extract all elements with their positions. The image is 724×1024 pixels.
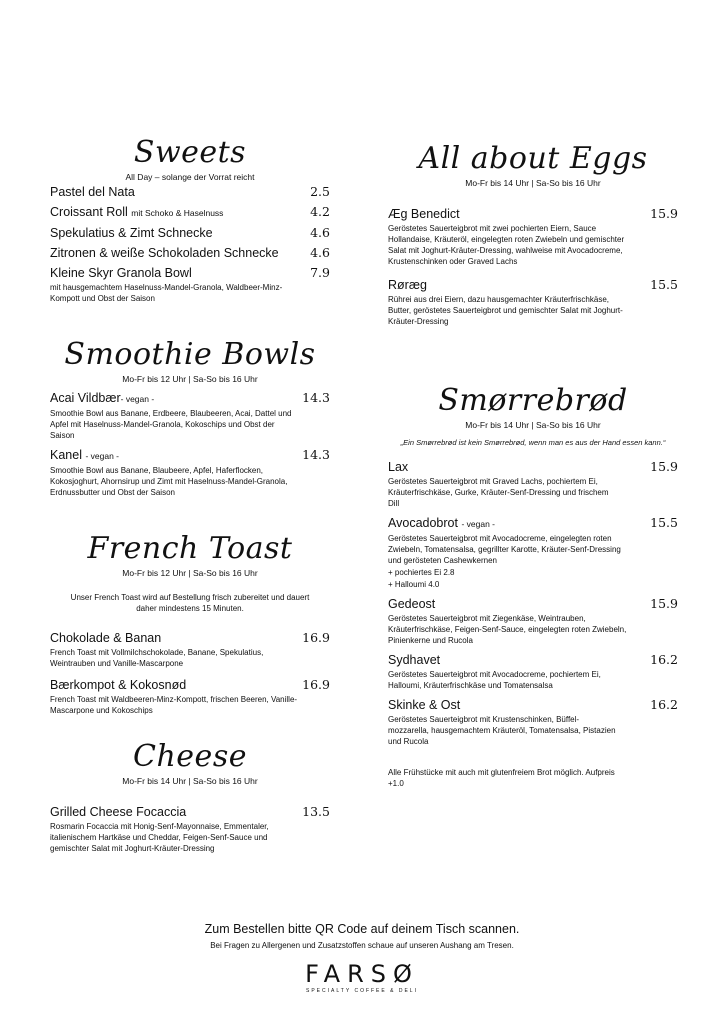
- menu-item: [388, 206, 678, 267]
- menu-item: [50, 225, 330, 241]
- item-name: Grilled Cheese Focaccia: [50, 805, 187, 819]
- item-price: 2.5: [310, 184, 330, 199]
- section-subtitle: Mo-Fr bis 14 Uhr | Sa-So bis 16 Uhr: [465, 420, 601, 430]
- section-smoothie-bowls: [50, 337, 330, 498]
- item-name: Spekulatius & Zimt Schnecke: [50, 226, 213, 240]
- item-description: Geröstetes Sauerteigbrot mit Krustenschinken, Büffel-mozzarella, hausgemachtem Kräuteröl, Tomatensalsa, Pistazien und Rucola: [388, 715, 616, 746]
- item-extra: + pochiertes Ei 2.8: [388, 568, 455, 577]
- logo-wordmark: FARSØ: [305, 960, 419, 988]
- item-name: Sydhavet: [388, 653, 441, 667]
- item-price: 14.3: [302, 390, 330, 405]
- item-price: 4.6: [310, 225, 330, 240]
- item-price: 16.2: [650, 652, 678, 667]
- item-name: Chokolade & Banan: [50, 631, 162, 645]
- item-price: 15.5: [650, 277, 678, 292]
- section-title: Smoothie Bowls: [64, 337, 316, 372]
- section-quote: „Ein Smørrebrød ist kein Smørrebrød, wenn man es aus der Hand essen kann.“: [400, 438, 666, 447]
- section-french-toast: [50, 531, 330, 716]
- menu-item: [50, 184, 330, 200]
- item-name: Lax: [388, 460, 409, 474]
- item-description: Geröstetes Sauerteigbrot mit Avocadocreme, eingelegten roten Zwiebeln, Tomatensalsa, gegrillter Karotte, Kräuter-Senf-Dressing und gerösteten Cashewkernen: [388, 534, 621, 565]
- logo-tagline: SPECIALTY COFFEE & DELI: [306, 988, 418, 994]
- item-description: French Toast mit Vollmilchschokolade, Banane, Spekulatius, Weintrauben und Vanille-Mascarpone: [50, 648, 264, 668]
- section-note: Unser French Toast wird auf Bestellung frisch zubereitet und dauert daher mindestens 15 Minuten.: [70, 593, 310, 613]
- farso-logo: [0, 962, 724, 994]
- item-price: 15.9: [650, 459, 678, 474]
- section-title: Sweets: [133, 135, 247, 170]
- menu-item: [388, 515, 678, 590]
- item-name: Avocadobrot: [388, 516, 458, 530]
- item-description: mit hausgemachtem Haselnuss-Mandel-Granola, Waldbeer-Minz-Kompott und Obst der Saison: [50, 283, 283, 303]
- item-price: 15.9: [650, 206, 678, 221]
- item-price: 14.3: [302, 447, 330, 462]
- menu-item: [50, 265, 330, 304]
- item-price: 16.9: [302, 677, 330, 692]
- section-title: French Toast: [87, 531, 293, 566]
- item-price: 16.9: [302, 630, 330, 645]
- item-description: Rührei aus drei Eiern, dazu hausgemachter Kräuterfrischkäse, Butter, geröstetes Sauerteigbrot und gemischter Salat mit Joghurt-Kräuter-Dressing: [388, 295, 623, 326]
- section-subtitle: Mo-Fr bis 12 Uhr | Sa-So bis 16 Uhr: [122, 568, 258, 578]
- section-title: All about Eggs: [418, 141, 648, 176]
- gluten-free-note: Alle Frühstücke mit auch mit glutenfreiem Brot möglich. Aufpreis +1.0: [388, 768, 615, 788]
- item-description: Geröstetes Sauerteigbrot mit Avocadocreme, pochiertem Ei, Halloumi, Kräuterfrischkäse und Tomatensalsa: [388, 670, 601, 690]
- menu-item: [50, 245, 330, 261]
- item-price: 13.5: [302, 804, 330, 819]
- menu-item: [50, 447, 330, 498]
- item-price: 16.2: [650, 697, 678, 712]
- item-description: Smoothie Bowl aus Banane, Erdbeere, Blaubeeren, Acai, Dattel und Apfel mit Haselnuss-Mandel-Granola, Kokoschips und Obst der Saison: [50, 409, 292, 440]
- allergen-note: Bei Fragen zu Allergenen und Zusatzstoffen schaue auf unseren Aushang am Tresen.: [210, 941, 514, 950]
- menu-item: [388, 459, 678, 509]
- menu-item: [388, 652, 678, 691]
- item-name: Pastel del Nata: [50, 185, 135, 199]
- right-column: [388, 138, 678, 788]
- left-column: [50, 135, 330, 853]
- section-title: Smørrebrød: [438, 383, 628, 418]
- item-name: Gedeost: [388, 597, 436, 611]
- menu-item: [388, 596, 678, 646]
- section-subtitle: Mo-Fr bis 12 Uhr | Sa-So bis 16 Uhr: [122, 374, 258, 384]
- section-subtitle: Mo-Fr bis 14 Uhr | Sa-So bis 16 Uhr: [122, 776, 258, 786]
- item-extra: + Halloumi 4.0: [388, 580, 440, 589]
- item-name: Croissant Roll: [50, 205, 128, 219]
- section-smorrebrod: [388, 383, 678, 789]
- item-name: Kleine Skyr Granola Bowl: [50, 266, 192, 280]
- section-cheese: [50, 739, 330, 854]
- section-title: Cheese: [133, 739, 247, 774]
- menu-item: [50, 630, 330, 669]
- item-name: Skinke & Ost: [388, 698, 461, 712]
- item-name: Zitronen & weiße Schokoladen Schnecke: [50, 246, 279, 260]
- item-description: Geröstetes Sauerteigbrot mit Graved Lachs, pochiertem Ei, Kräuterfrischkäse, Gurke, Kräuter-Senf-Dressing und frischem Dill: [388, 477, 609, 508]
- menu-item: [50, 204, 330, 221]
- item-description: Rosmarin Focaccia mit Honig-Senf-Mayonnaise, Emmentaler, italienischem Hartkäse und Cheddar, Feigen-Senf-Sauce und gemischter Salat mit Joghurt-Kräuter-Dressing: [50, 822, 269, 853]
- item-price: 4.2: [310, 204, 330, 219]
- menu-item: [388, 697, 678, 747]
- item-description: Geröstetes Sauerteigbrot mit Ziegenkäse, Weintrauben, Kräuterfrischkäse, Feigen-Senf-Sauce, eingelegten roten Zwiebeln, Pinienkerne und Rucola: [388, 614, 627, 645]
- item-name: Æg Benedict: [388, 207, 460, 221]
- section-subtitle: All Day – solange der Vorrat reicht: [125, 172, 255, 182]
- item-modifier: - vegan -: [461, 519, 495, 529]
- section-eggs: [388, 141, 678, 327]
- item-modifier: - vegan -: [120, 394, 155, 404]
- item-description: Smoothie Bowl aus Banane, Blaubeere, Apfel, Haferflocken, Kokosjoghurt, Ahornsirup und Zimt mit Haselnuss-Mandel-Granola, Erdnussbutter und Obst der Saison: [50, 466, 288, 497]
- item-price: 4.6: [310, 245, 330, 260]
- section-subtitle: Mo-Fr bis 14 Uhr | Sa-So bis 16 Uhr: [465, 178, 601, 188]
- item-name: Kanel: [50, 448, 82, 462]
- menu-item: [50, 677, 330, 716]
- section-sweets: [50, 135, 330, 304]
- item-price: 7.9: [310, 265, 330, 280]
- item-name: Bærkompot & Kokosnød: [50, 678, 187, 692]
- item-name: Acai Vildbær: [50, 391, 121, 405]
- item-price: 15.9: [650, 596, 678, 611]
- item-modifier: - vegan -: [85, 451, 120, 461]
- menu-item: [50, 390, 330, 441]
- menu-item: [50, 804, 330, 854]
- item-description: French Toast mit Waldbeeren-Minz-Kompott, frischen Beeren, Vanille-Mascarpone und Kokoschips: [50, 695, 298, 715]
- menu-item: [388, 277, 678, 327]
- item-price: 15.5: [650, 515, 678, 530]
- item-modifier: mit Schoko & Haselnuss: [131, 208, 224, 218]
- order-instruction: Zum Bestellen bitte QR Code auf deinem Tisch scannen.: [204, 922, 520, 936]
- item-description: Geröstetes Sauerteigbrot mit zwei pochierten Eiern, Sauce Hollandaise, Kräuteröl, eingelegten roten Zwiebeln und gemischter Salat mit Joghurt-Kräuter-Dressing, wahlweise mit Avocadocreme, Krustenschinken oder Graved Lachs: [388, 224, 625, 266]
- item-name: Røræg: [388, 278, 427, 292]
